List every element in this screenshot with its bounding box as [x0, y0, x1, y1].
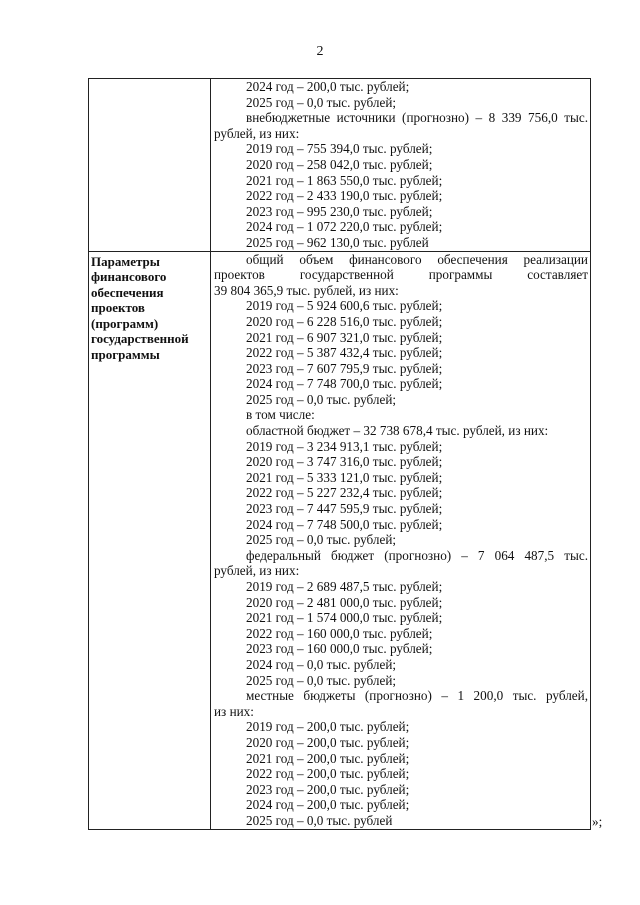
text-line: 2019 год – 200,0 тыс. рублей;	[246, 719, 410, 735]
text-line: 2022 год – 5 227 232,4 тыс. рублей;	[246, 485, 443, 501]
closing-quote-mark: »;	[592, 814, 603, 829]
text-line: 2024 год – 7 748 500,0 тыс. рублей;	[246, 516, 443, 532]
table-row-continuation	[89, 79, 591, 252]
text-line: 39 804 365,9 тыс. рублей, из них:	[214, 282, 399, 298]
text-line: 2021 год – 6 907 321,0 тыс. рублей;	[246, 329, 443, 345]
text-line: 2021 год – 5 333 121,0 тыс. рублей;	[246, 469, 443, 485]
text-line: рублей, из них:	[214, 563, 300, 579]
text-line: 2020 год – 200,0 тыс. рублей;	[246, 734, 410, 750]
text-line: 2021 год – 1 863 550,0 тыс. рублей;	[246, 172, 443, 188]
text-line: в том числе:	[246, 407, 315, 423]
label-line: (программ)	[91, 315, 159, 331]
text-line: 2021 год – 1 574 000,0 тыс. рублей;	[246, 610, 443, 626]
text-line: 2024 год – 0,0 тыс. рублей;	[246, 656, 397, 672]
label-line: проектов	[91, 300, 145, 316]
text-line: 2022 год – 160 000,0 тыс. рублей;	[246, 625, 433, 641]
text-line: 2024 год – 7 748 700,0 тыс. рублей;	[246, 376, 443, 392]
text-line: 2023 год – 7 447 595,9 тыс. рублей;	[246, 501, 443, 517]
row-content-continuation	[211, 79, 591, 252]
row-label-empty	[89, 79, 211, 252]
text-line: внебюджетные источники (прогнозно) – 8 339 756,0 тыс.	[246, 110, 588, 126]
text-line: 2025 год – 0,0 тыс. рублей;	[246, 672, 397, 688]
text-line: 2023 год – 200,0 тыс. рублей;	[246, 781, 410, 797]
text-line: из них:	[214, 703, 254, 719]
text-line: 2020 год – 2 481 000,0 тыс. рублей;	[246, 594, 443, 610]
text-line: федеральный бюджет (прогнозно) – 7 064 487,5 тыс.	[246, 547, 588, 563]
label-line: государственной	[91, 331, 189, 347]
table-row-financing-parameters	[89, 251, 591, 829]
row-label-financing-parameters	[89, 251, 211, 829]
text-line: 2025 год – 0,0 тыс. рублей;	[246, 532, 397, 548]
financing-table	[88, 78, 591, 830]
text-line: общий объем финансового обеспечения реализации	[246, 251, 588, 267]
text-line: 2024 год – 200,0 тыс. рублей;	[246, 797, 410, 813]
text-line: 2019 год – 2 689 487,5 тыс. рублей;	[246, 579, 443, 594]
text-line: проектов государственной программы составляет	[214, 267, 588, 283]
text-line: 2020 год – 3 747 316,0 тыс. рублей;	[246, 454, 443, 470]
text-line: областной бюджет – 32 738 678,4 тыс. рублей, из них:	[246, 423, 549, 439]
text-line: 2020 год – 258 042,0 тыс. рублей;	[246, 156, 433, 172]
text-line: 2021 год – 200,0 тыс. рублей;	[246, 750, 410, 766]
label-line: финансового	[91, 269, 167, 285]
text-line: 2024 год – 1 072 220,0 тыс. рублей;	[246, 219, 443, 235]
text-line: 2022 год – 2 433 190,0 тыс. рублей;	[246, 188, 443, 204]
text-line: рублей, из них:	[214, 125, 300, 141]
text-line: 2019 год – 3 234 913,1 тыс. рублей;	[246, 438, 443, 454]
text-line: 2025 год – 962 130,0 тыс. рублей	[246, 234, 429, 250]
page-number: 2	[316, 44, 324, 59]
text-line: 2022 год – 200,0 тыс. рублей;	[246, 766, 410, 782]
text-line: 2023 год – 995 230,0 тыс. рублей;	[246, 203, 433, 219]
label-line: обеспечения	[91, 284, 164, 300]
text-line: 2022 год – 5 387 432,4 тыс. рублей;	[246, 345, 443, 361]
label-line: Параметры	[91, 253, 160, 269]
text-line: 2023 год – 160 000,0 тыс. рублей;	[246, 641, 433, 657]
text-line: местные бюджеты (прогнозно) – 1 200,0 тыс. рублей,	[246, 688, 588, 704]
text-line: 2024 год – 200,0 тыс. рублей;	[246, 79, 410, 94]
text-line: 2025 год – 0,0 тыс. рублей;	[246, 94, 397, 110]
text-line: 2020 год – 6 228 516,0 тыс. рублей;	[246, 313, 443, 329]
text-line: 2019 год – 755 394,0 тыс. рублей;	[246, 141, 433, 157]
text-line: 2019 год – 5 924 600,6 тыс. рублей;	[246, 298, 443, 314]
text-line: 2025 год – 0,0 тыс. рублей	[246, 812, 393, 828]
label-line: программы	[91, 346, 160, 362]
row-content-financing	[211, 251, 591, 829]
text-line: 2023 год – 7 607 795,9 тыс. рублей;	[246, 360, 443, 376]
text-line: 2025 год – 0,0 тыс. рублей;	[246, 391, 397, 407]
